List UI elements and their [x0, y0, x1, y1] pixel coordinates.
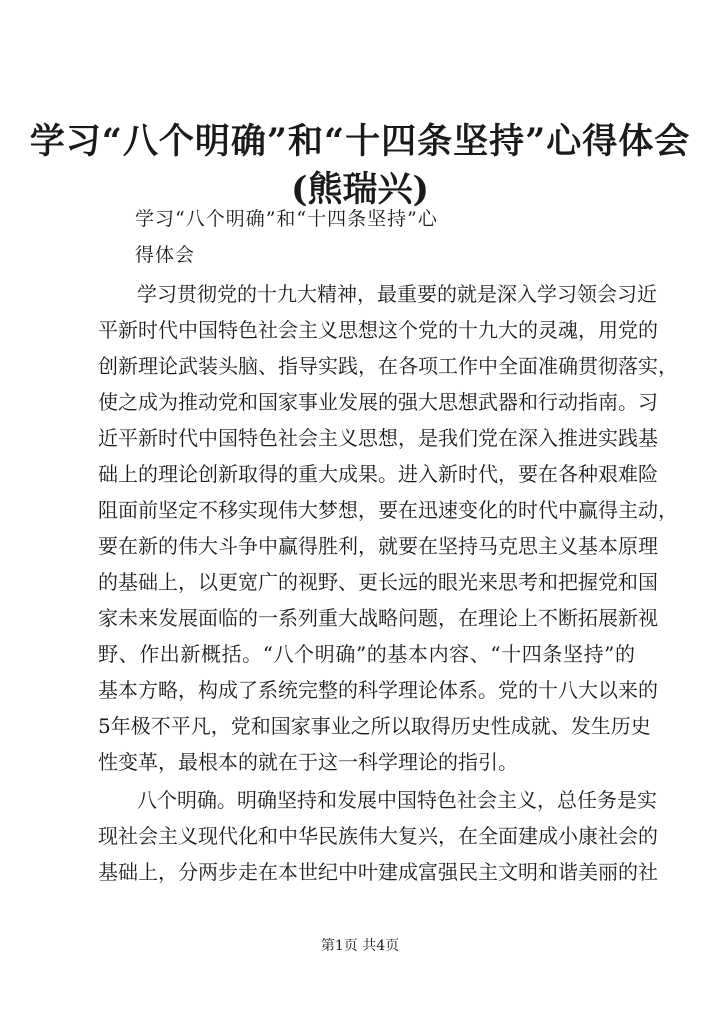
- paragraph-line: 家未来发展面临的一系列重大战略问题，在理论上不断拓展新视: [98, 606, 658, 630]
- heading-line: 得体会: [135, 244, 196, 266]
- paragraph-line: 平新时代中国特色社会主义思想这个党的十九大的灵魂，用党的: [98, 318, 658, 342]
- paragraph-line: 5年极不平凡，党和国家事业之所以取得历史性成就、发生历史: [98, 714, 651, 738]
- paragraph-line: 基础上，分两步走在本世纪中叶建成富强民主文明和谐美丽的社: [98, 860, 658, 884]
- paragraph-line: 创新理论武装头脑、指导实践，在各项工作中全面准确贯彻落实，: [98, 354, 678, 378]
- page-number: 第1页 共4页: [320, 938, 400, 954]
- paragraph-line: 学习贯彻党的十九大精神，最重要的就是深入学习领会习近: [137, 282, 657, 306]
- paragraph-line: 现社会主义现代化和中华民族伟大复兴，在全面建成小康社会的: [98, 824, 658, 848]
- paragraph-line: 近平新时代中国特色社会主义思想，是我们党在深入推进实践基: [98, 426, 658, 450]
- paragraph-line: 使之成为推动党和国家事业发展的强大思想武器和行动指南。习: [98, 390, 658, 414]
- paragraph-line: 性变革，最根本的就在于这一科学理论的指引。: [98, 750, 518, 774]
- paragraph-line: 八个明确。明确坚持和发展中国特色社会主义，总任务是实: [137, 788, 657, 812]
- paragraph-line: 野、作出新概括。“八个明确”的基本内容、“十四条坚持”的: [98, 642, 635, 666]
- paragraph-line: 要在新的伟大斗争中赢得胜利，就要在坚持马克思主义基本原理: [98, 534, 658, 558]
- paragraph-line: 础上的理论创新取得的重大成果。进入新时代，要在各种艰难险: [98, 462, 658, 486]
- paragraph-line: 的基础上，以更宽广的视野、更长远的眼光来思考和把握党和国: [98, 570, 658, 594]
- document-title: 学习“八个明确”和“十四条坚持”心得体会: [29, 121, 691, 162]
- document-subtitle: (熊瑞兴): [290, 169, 430, 210]
- paragraph-line: 基本方略，构成了系统完整的科学理论体系。党的十八大以来的: [98, 678, 658, 702]
- paragraph-line: 阻面前坚定不移实现伟大梦想，要在迅速变化的时代中赢得主动，: [98, 498, 678, 522]
- heading-line: 学习“八个明确”和“十四条坚持”心: [135, 208, 438, 230]
